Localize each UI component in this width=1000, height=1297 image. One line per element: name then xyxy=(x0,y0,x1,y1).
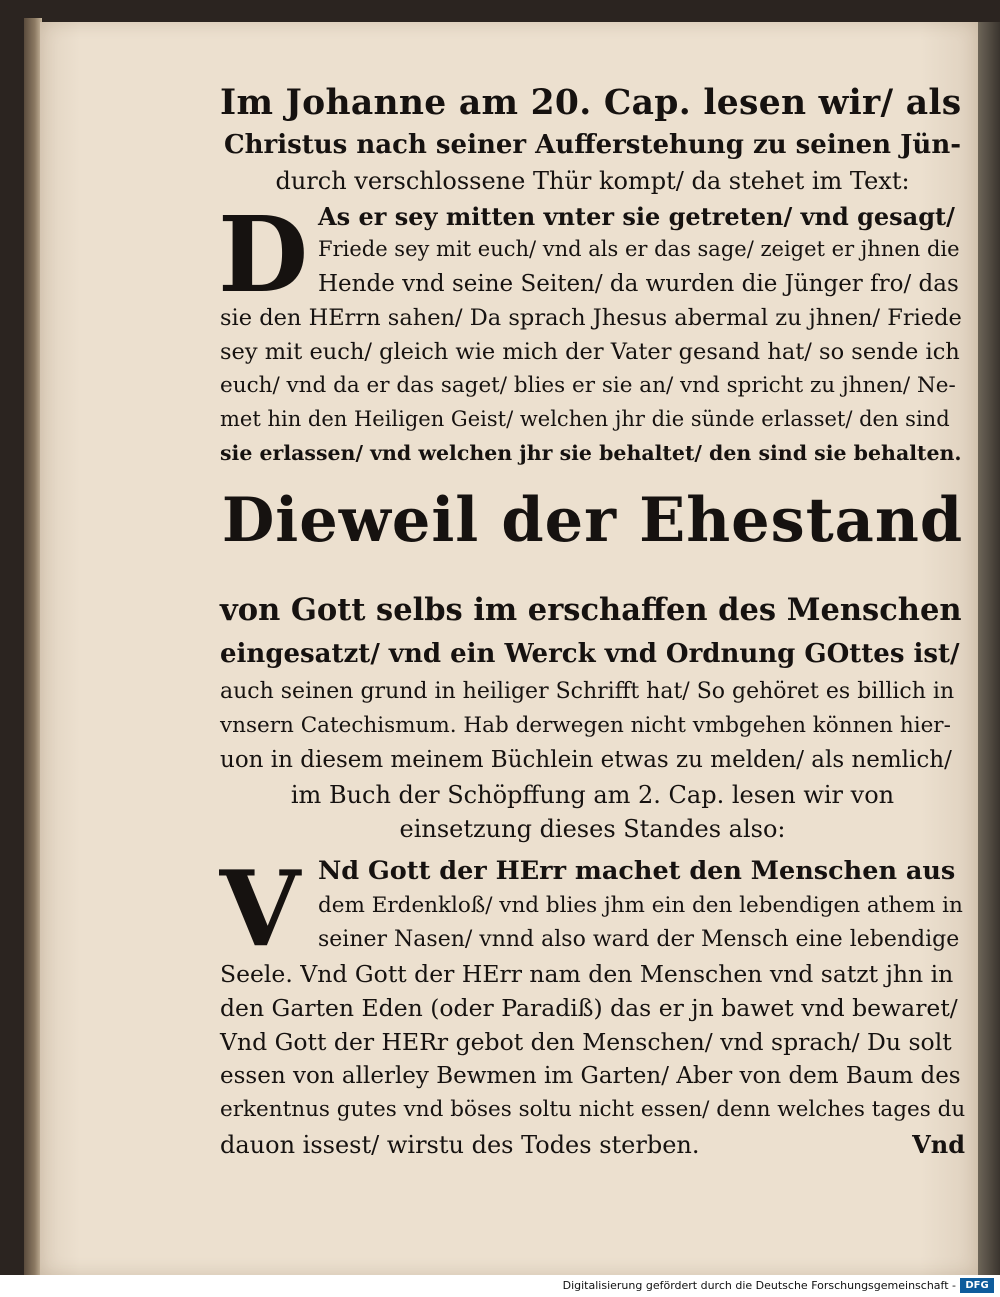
paragraph-line: dauon issest/ wirstu des Todes sterben. xyxy=(220,1131,700,1159)
paragraph-line: sie erlassen/ vnd welchen jhr sie behaltet/ den sind sie behalten. xyxy=(220,441,962,465)
catchword: Vnd xyxy=(912,1130,965,1159)
heading-line-1: Im Johanne am 20. Cap. lesen wir/ als xyxy=(220,83,962,123)
paragraph-line: met hin den Heiligen Geist/ welchen jhr die sünde erlasset/ den sind xyxy=(220,407,950,431)
section-line: eingesatzt/ vnd ein Werck vnd Ordnung GOttes ist/ xyxy=(220,639,960,669)
page-text xyxy=(218,83,966,1167)
dropcap-letter: V xyxy=(219,847,301,970)
heading-line-2: Christus nach seiner Aufferstehung zu seinen Jün- xyxy=(223,130,962,160)
paragraph-line: essen von allerley Bewmen im Garten/ Aber von dem Baum des xyxy=(220,1063,961,1089)
paragraph-2 xyxy=(219,847,966,1167)
paragraph-line: euch/ vnd da er das saget/ blies er sie an/ vnd spricht zu jhnen/ Ne- xyxy=(220,373,956,398)
page-edge xyxy=(978,22,1000,1275)
section-line: einsetzung dieses Standes also: xyxy=(399,815,786,843)
paragraph-line: seiner Nasen/ vnnd also ward der Mensch eine lebendige xyxy=(318,927,960,952)
paragraph-line: Friede sey mit euch/ vnd als er das sage/ zeiget er jhnen die xyxy=(318,237,960,261)
paragraph-1 xyxy=(218,193,965,477)
paragraph-line: Nd Gott der HErr machet den Menschen aus xyxy=(318,856,956,886)
paragraph-line: sey mit euch/ gleich wie mich der Vater gesand hat/ so sende ich xyxy=(220,339,960,365)
dropcap-box xyxy=(219,847,312,970)
paragraph-line: den Garten Eden (oder Paradiß) das er jn bawet vnd bewaret/ xyxy=(220,994,958,1022)
section-line: im Buch der Schöpffung am 2. Cap. lesen wir von xyxy=(290,781,895,809)
section-line: uon in diesem meinem Büchlein etwas zu melden/ als nemlich/ xyxy=(220,747,952,773)
footer-bar xyxy=(0,1275,1000,1297)
paragraph-line: sie den HErrn sahen/ Da sprach Jhesus abermal zu jhnen/ Friede xyxy=(220,305,962,331)
heading-line-3: durch verschlossene Thür kompt/ da stehet im Text: xyxy=(275,167,910,195)
paragraph-line: Hende vnd seine Seiten/ da wurden die Jünger fro/ das xyxy=(318,271,959,297)
paragraph-line: Vnd Gott der HERr gebot den Menschen/ vnd sprach/ Du solt xyxy=(220,1028,952,1056)
section-line: von Gott selbs im erschaffen des Menschen xyxy=(220,592,962,628)
funding-credit: Digitalisierung gefördert durch die Deutsche Forschungsgemeinschaft - xyxy=(562,1279,956,1292)
paragraph-line: dem Erdenkloß/ vnd blies jhm ein den lebendigen athem in xyxy=(318,893,963,918)
paragraph-line: As er sey mitten vnter sie getreten/ vnd gesagt/ xyxy=(318,202,955,231)
dfg-logo-icon: DFG xyxy=(960,1278,994,1293)
dropcap-letter: D xyxy=(218,193,309,316)
section-line: auch seinen grund in heiliger Schrifft hat/ So gehöret es billich in xyxy=(220,679,955,704)
section-title: Dieweil der Ehestand xyxy=(221,485,964,556)
paragraph-line: erkentnus gutes vnd böses soltu nicht essen/ denn welches tages du xyxy=(220,1097,966,1122)
paragraph-line: Seele. Vnd Gott der HErr nam den Menschen vnd satzt jhn in xyxy=(220,960,954,988)
section-line: vnsern Catechismum. Hab derwegen nicht vmbgehen können hier- xyxy=(220,713,951,738)
paragraph-line-last xyxy=(220,1130,965,1167)
dropcap-box xyxy=(218,193,312,316)
